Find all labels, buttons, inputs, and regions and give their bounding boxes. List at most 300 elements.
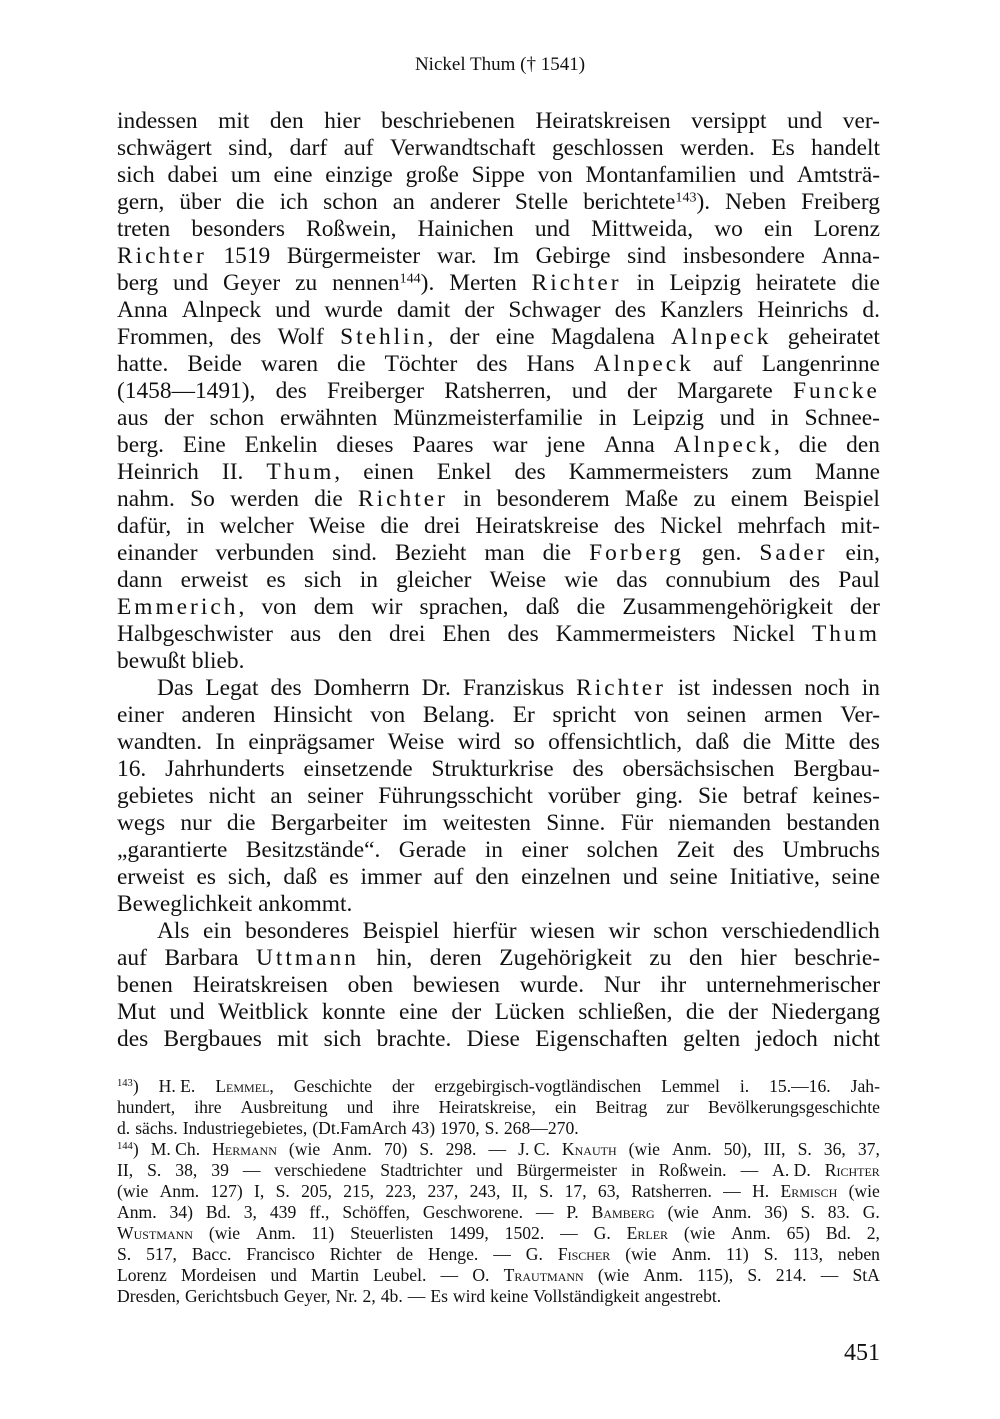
word-group <box>726 1244 749 1265</box>
word-group <box>552 135 664 162</box>
word-group <box>631 1181 712 1202</box>
word-group <box>659 1160 727 1181</box>
word: und <box>270 1265 297 1285</box>
word-group <box>576 675 666 702</box>
text-line <box>117 621 880 648</box>
word-group <box>363 918 440 945</box>
word: 205, <box>301 1181 332 1201</box>
word-group <box>181 1265 256 1286</box>
text-line <box>117 594 880 621</box>
word-group <box>117 567 162 594</box>
word-group <box>532 270 622 297</box>
text-line <box>117 972 880 999</box>
word: 113, <box>792 1244 823 1264</box>
word-group <box>578 999 672 1026</box>
text-line <box>117 1026 880 1053</box>
word: verbunden <box>215 540 315 566</box>
word-group <box>147 1160 161 1181</box>
word: versippt <box>691 108 767 134</box>
word-group <box>472 1265 489 1286</box>
word-group <box>812 621 880 648</box>
word-group <box>738 513 826 540</box>
word-group <box>589 540 684 567</box>
word: berg. <box>117 432 164 458</box>
word: (wie <box>667 1202 699 1222</box>
word: sind <box>627 243 667 269</box>
word-group <box>117 1202 157 1223</box>
word: die <box>314 486 343 512</box>
word: Schöffen, <box>342 1202 410 1222</box>
word-group <box>261 351 318 378</box>
word-group <box>117 135 212 162</box>
word-group <box>347 1097 373 1118</box>
word: schon <box>209 405 265 431</box>
main-text <box>117 108 880 1053</box>
word-group <box>505 1223 545 1244</box>
word-group <box>422 675 451 702</box>
word-group <box>759 540 827 567</box>
word-group <box>862 675 880 702</box>
word: Anna- <box>821 243 880 269</box>
text-line <box>117 864 880 891</box>
word-group <box>783 837 880 864</box>
word-group <box>361 864 422 891</box>
word: — <box>493 1244 511 1264</box>
word-group <box>798 1139 812 1160</box>
word-group <box>428 1244 478 1265</box>
word: ich <box>279 189 309 215</box>
word-group <box>203 918 232 945</box>
word-group <box>666 1097 688 1118</box>
word: G. <box>525 1244 543 1264</box>
word-group <box>117 891 252 918</box>
word-group <box>183 1118 308 1139</box>
word: ein <box>554 1097 577 1117</box>
word-group <box>117 1181 148 1202</box>
word-group <box>598 1265 629 1286</box>
text-line <box>117 999 880 1026</box>
word-group <box>467 1026 520 1053</box>
word-group <box>412 432 473 459</box>
word: einzelnen <box>521 864 611 890</box>
word: Montanfamilien <box>585 162 737 188</box>
word: Bergarbeiter <box>270 810 388 836</box>
word: 3, <box>243 1202 257 1222</box>
word: des <box>270 675 302 701</box>
word: daß <box>283 864 318 890</box>
word: auf <box>433 864 464 890</box>
word: verschiedene <box>274 1160 367 1180</box>
word: Zugehörigkeit <box>499 945 632 971</box>
word: den <box>475 864 510 890</box>
word-group <box>485 837 503 864</box>
word: konnte <box>321 999 386 1025</box>
word: von <box>370 702 406 728</box>
word: und <box>169 999 205 1025</box>
word-group <box>117 1026 148 1053</box>
word-group <box>397 297 450 324</box>
word-group <box>762 351 880 378</box>
word: wurde <box>324 297 383 323</box>
word-group <box>733 621 795 648</box>
word: brachte. <box>376 1026 452 1052</box>
word-group <box>165 756 285 783</box>
word-group <box>117 243 207 270</box>
word-group <box>376 945 412 972</box>
word-group <box>458 729 501 756</box>
word-group <box>741 1160 759 1181</box>
word-group <box>713 351 743 378</box>
word: Bevölkerungsgeschichte <box>707 1097 880 1117</box>
word: Leubel. <box>373 1265 427 1285</box>
word-group <box>117 594 244 621</box>
footnote-line <box>117 1139 880 1160</box>
word-group <box>850 594 880 621</box>
word-group <box>636 783 683 810</box>
word: 1499, <box>449 1223 489 1243</box>
word-group <box>562 1139 617 1160</box>
word: der <box>727 999 758 1025</box>
word-group <box>463 675 564 702</box>
word-group <box>793 378 880 405</box>
word: Henge. <box>427 1244 479 1264</box>
word: die <box>851 270 880 296</box>
word: über <box>179 189 221 215</box>
word-group <box>218 108 249 135</box>
word: einem <box>730 486 788 512</box>
word: neben <box>837 1244 880 1264</box>
word: Initiative, <box>729 864 820 890</box>
word-group <box>117 864 185 891</box>
word: Zeit <box>676 837 715 863</box>
word: Leipzig <box>669 270 741 296</box>
word: Legat <box>205 675 259 701</box>
word-group <box>270 675 301 702</box>
word-group <box>614 513 645 540</box>
footnote-ref: 143 <box>117 1078 133 1090</box>
word-group <box>513 702 535 729</box>
word-group <box>757 297 848 324</box>
word-group <box>312 1118 406 1139</box>
word: Martin <box>311 1265 359 1285</box>
word: (wie <box>208 1223 241 1243</box>
word-group <box>117 378 255 405</box>
word-group <box>678 675 700 702</box>
word-group <box>645 1286 722 1307</box>
word: zum <box>751 459 792 485</box>
word: in <box>630 1160 645 1180</box>
word: Ratsherren, <box>444 378 552 404</box>
word-group <box>336 1286 358 1307</box>
word-group <box>564 567 598 594</box>
word-group <box>117 1286 180 1307</box>
word-group <box>797 162 880 189</box>
word-group <box>434 1076 641 1097</box>
word-group <box>381 108 515 135</box>
word-group <box>117 324 214 351</box>
word-group <box>793 1244 823 1265</box>
word: der <box>163 405 194 431</box>
word-group <box>117 702 164 729</box>
word-group <box>470 1181 501 1202</box>
word: sind, <box>228 135 274 161</box>
author-name: Lemmel <box>215 1076 270 1096</box>
word: ein, <box>845 540 880 566</box>
word-group <box>187 351 242 378</box>
word-group <box>157 918 190 945</box>
word-group <box>437 243 477 270</box>
text-line <box>117 540 880 567</box>
word: hierfür <box>452 918 517 944</box>
word: Als <box>157 918 190 944</box>
word-group <box>668 1202 699 1223</box>
word: wir <box>608 918 640 944</box>
word-group <box>325 162 393 189</box>
word-group <box>117 513 171 540</box>
word: bewiesen <box>412 972 500 998</box>
word-group <box>185 1286 279 1307</box>
word-group <box>475 513 598 540</box>
word-group <box>698 783 728 810</box>
word-group <box>629 1139 660 1160</box>
word: — <box>407 1286 426 1306</box>
word-group <box>772 1160 811 1181</box>
word: Nickel <box>660 513 723 539</box>
word: jedoch <box>755 1026 818 1052</box>
word-group <box>785 729 836 756</box>
word: Enkelin <box>244 432 318 458</box>
word-group <box>215 729 235 756</box>
word-group <box>193 972 328 999</box>
word-group <box>633 405 704 432</box>
spaced-name: Richter <box>576 675 666 701</box>
word-group <box>273 702 352 729</box>
word: Besitzstände“. <box>245 837 381 863</box>
word-group <box>117 189 164 216</box>
word-group <box>209 1223 240 1244</box>
word: sich <box>323 1026 362 1052</box>
word: — <box>535 1202 554 1222</box>
word: geheiratet <box>787 324 880 350</box>
word: StA <box>852 1265 880 1285</box>
word-group <box>625 486 678 513</box>
author-name: Hermann <box>212 1139 277 1159</box>
word: Barbara <box>164 945 239 971</box>
text-line <box>117 459 880 486</box>
word: in <box>636 270 655 296</box>
word-group <box>244 1202 257 1223</box>
word-group <box>594 351 694 378</box>
word-group <box>683 243 805 270</box>
word-group <box>693 486 715 513</box>
word-group <box>218 999 308 1026</box>
word: 1519 <box>223 243 271 269</box>
word: des <box>788 567 821 593</box>
word: Münzmeisterfamilie <box>393 405 583 431</box>
word-group <box>733 837 764 864</box>
word-group <box>572 756 603 783</box>
word: ) <box>132 1139 139 1159</box>
word-group <box>117 540 198 567</box>
word-group <box>332 540 377 567</box>
word-group <box>117 1265 167 1286</box>
word-group <box>814 216 880 243</box>
footnote-line <box>117 1286 880 1307</box>
word: Niedergang <box>771 999 880 1025</box>
word-group <box>304 567 342 594</box>
word-group <box>412 1118 435 1139</box>
word: 223, <box>385 1181 417 1201</box>
word: Jah- <box>850 1076 880 1096</box>
word-group <box>804 675 849 702</box>
word: 11) <box>725 1244 749 1264</box>
word: Anm. <box>671 1244 712 1264</box>
word-group <box>583 189 710 216</box>
word: (wie <box>597 1265 630 1285</box>
word-group <box>294 1076 372 1097</box>
word: seiner <box>307 783 364 809</box>
word-group <box>464 297 494 324</box>
word-group <box>159 1076 196 1097</box>
word-group <box>164 405 194 432</box>
word: hatte. <box>117 351 169 377</box>
word-group <box>180 810 211 837</box>
spaced-name: Uttmann <box>256 945 359 971</box>
word-group <box>245 432 318 459</box>
word-group <box>324 297 382 324</box>
word: mit- <box>840 513 880 539</box>
word-group <box>191 216 285 243</box>
word-group <box>485 1118 499 1139</box>
word-group <box>117 270 158 297</box>
word-group <box>450 324 480 351</box>
word-group <box>851 1076 880 1097</box>
word: weitesten <box>442 810 531 836</box>
word-group <box>643 1265 683 1286</box>
word-group <box>826 1223 851 1244</box>
word-group <box>451 999 481 1026</box>
author-name: Fischer <box>557 1244 611 1264</box>
word-group <box>256 1223 296 1244</box>
word: 2, <box>362 1286 376 1306</box>
word-group <box>117 405 148 432</box>
word: zur <box>666 1097 689 1117</box>
word: Es <box>430 1286 448 1306</box>
word-group <box>787 1223 810 1244</box>
word-group <box>721 918 879 945</box>
word-group <box>117 999 156 1026</box>
word: dem <box>313 594 355 620</box>
word: ihre <box>392 1097 420 1117</box>
word: des <box>614 297 646 323</box>
word: des <box>230 324 262 350</box>
word-group <box>794 945 880 972</box>
word-group <box>449 270 517 297</box>
word: Roßwein. <box>658 1160 727 1180</box>
word-group <box>270 1265 296 1286</box>
word-group <box>192 1244 232 1265</box>
word: offensichtlich, <box>548 729 683 755</box>
word-group <box>743 729 772 756</box>
word: S. <box>747 1265 762 1285</box>
word: gelten <box>683 1026 741 1052</box>
word: seine <box>831 864 880 890</box>
word: 517, <box>146 1244 177 1264</box>
word: damit <box>396 297 451 323</box>
word: Lorenz <box>813 216 880 242</box>
word-group <box>546 810 605 837</box>
word-group <box>399 837 467 864</box>
word-group <box>841 513 880 540</box>
word: Anm. <box>711 1202 752 1222</box>
word: 63, <box>597 1181 620 1201</box>
word-group <box>615 297 646 324</box>
word-group <box>287 243 420 270</box>
text-line <box>117 783 880 810</box>
word-group <box>543 540 572 567</box>
word-group <box>278 324 324 351</box>
word: Heiratskreise <box>475 513 599 539</box>
word-group <box>672 1139 712 1160</box>
word-group <box>117 837 227 864</box>
word: bestanden <box>786 810 880 836</box>
word-group <box>167 162 218 189</box>
word-group <box>743 783 798 810</box>
word-group <box>622 594 832 621</box>
word: Anm. <box>731 1223 771 1243</box>
word: dafür, <box>117 513 172 539</box>
word: (Dt.FamArch <box>312 1118 407 1138</box>
word-group <box>867 1223 880 1244</box>
word-group <box>786 810 880 837</box>
word: und <box>476 1160 503 1180</box>
word-group <box>493 1244 511 1265</box>
word-group <box>490 1286 528 1307</box>
word-group <box>117 297 168 324</box>
word-group <box>117 351 168 378</box>
spaced-name: Forberg <box>589 540 684 566</box>
word-group <box>381 1286 403 1307</box>
word-group <box>230 324 261 351</box>
running-title: Nickel Thum († 1541) <box>414 54 586 75</box>
footnote-line <box>117 1244 880 1265</box>
word: schon <box>653 918 708 944</box>
word: aus <box>117 405 149 431</box>
word-group <box>536 1202 554 1223</box>
word: einprägsamer <box>248 729 375 755</box>
word: auf <box>117 945 147 971</box>
word: die <box>685 999 715 1025</box>
word-group <box>623 864 658 891</box>
word-group <box>752 459 792 486</box>
word: d. <box>862 297 880 323</box>
word: vorüber <box>547 783 621 809</box>
word-group <box>301 1181 332 1202</box>
word-group <box>157 675 193 702</box>
word: von <box>261 594 297 620</box>
word-group <box>755 1026 817 1053</box>
word-group <box>623 756 775 783</box>
word: so <box>513 729 535 755</box>
word-group <box>393 405 583 432</box>
word: 16. <box>117 756 147 782</box>
word-group <box>371 594 402 621</box>
word-group <box>515 189 568 216</box>
text-line <box>117 324 880 351</box>
word: G. <box>593 1223 611 1243</box>
word-group <box>271 810 387 837</box>
word: 1970, <box>440 1118 480 1138</box>
